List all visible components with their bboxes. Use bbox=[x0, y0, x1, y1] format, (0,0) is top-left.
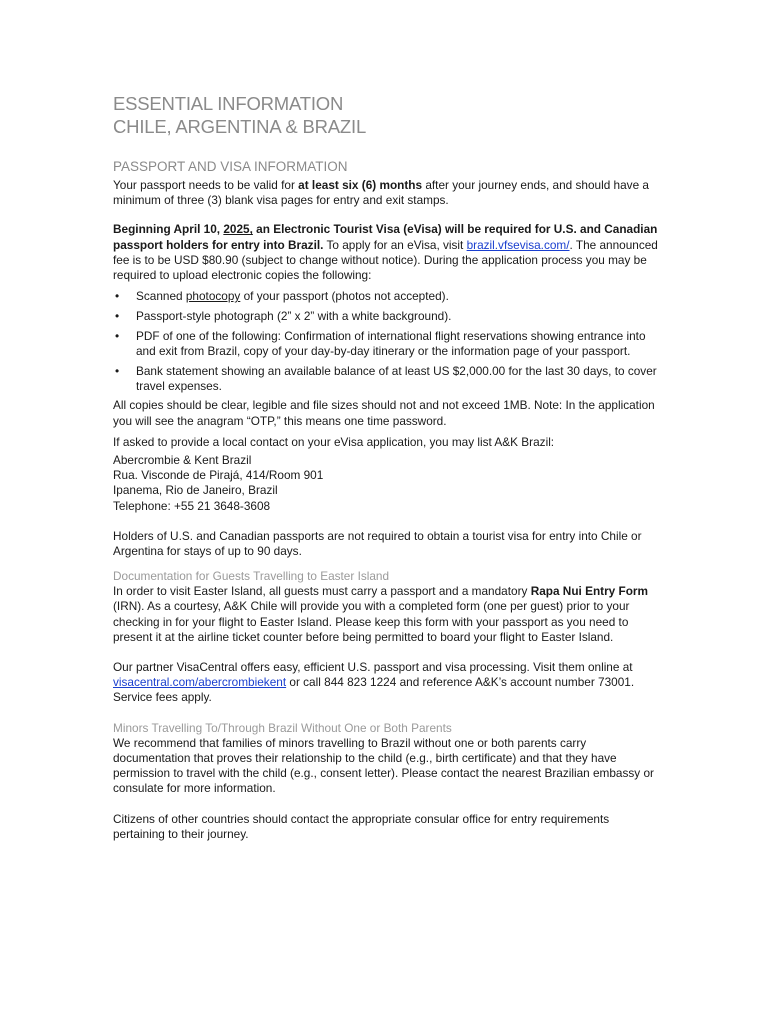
document-title bbox=[113, 92, 658, 138]
evisa-text-2: . The announced fee is to be USD $80.90 (subject to change without notice). During the application process you may be required to upload electronic copies the following: bbox=[113, 237, 658, 283]
easter-text-post: (IRN). As a courtesy, A&K Chile will provide you with a completed form (one per guest) prior to your checking in for your flight to Easter Island. Please keep this form with your passport as you need to present it at the airline ticket counter before being permitted to board your flight to Easter Island. bbox=[113, 599, 630, 644]
minors-paragraph: We recommend that families of minors travelling to Brazil without one or both parents carry documentation that proves their relationship to the child (e.g., birth certificate) and that they have permission to travel with the child (e.g., consent letter). Please contact the nearest Brazilian embassy or consulate for more information. bbox=[113, 735, 654, 796]
visacentral-text-pre: Our partner VisaCentral offers easy, efficient U.S. passport and visa processing. Visit them online at bbox=[113, 660, 633, 675]
other-citizens-paragraph: Citizens of other countries should contact the appropriate consular office for entry requirements pertaining to their journey. bbox=[113, 811, 610, 841]
easter-text-pre: In order to visit Easter Island, all guests must carry a passport and a mandatory bbox=[113, 584, 531, 599]
minors-heading: Minors Travelling To/Through Brazil Without One or Both Parents bbox=[113, 720, 452, 735]
evisa-link[interactable]: brazil.vfsevisa.com/ bbox=[466, 237, 570, 252]
address-line: Rua. Visconde de Pirajá, 414/Room 901 bbox=[113, 468, 324, 483]
bullet-icon: • bbox=[115, 308, 120, 323]
list-item-underlined: photocopy bbox=[185, 289, 241, 304]
copies-note: All copies should be clear, legible and file sizes should not and not exceed 1MB. Note: In the application you will see the anagram “OTP,” this means one time password. bbox=[113, 398, 655, 428]
list-item bbox=[113, 309, 658, 324]
evisa-paragraph bbox=[113, 222, 658, 283]
evisa-bold-pre: Beginning April 10, bbox=[113, 222, 224, 237]
title-line-2: CHILE, ARGENTINA & BRAZIL bbox=[113, 116, 367, 137]
evisa-requirements-list bbox=[113, 289, 658, 394]
easter-text-bold: Rapa Nui Entry Form bbox=[530, 584, 649, 599]
passport-visa-heading: PASSPORT AND VISA INFORMATION bbox=[113, 159, 348, 174]
list-item-text-post: of your passport (photos not accepted). bbox=[240, 289, 449, 304]
document-page bbox=[113, 92, 658, 842]
visacentral-link[interactable]: visacentral.com/abercrombiekent bbox=[113, 675, 287, 690]
evisa-text-1: To apply for an eVisa, visit bbox=[323, 237, 467, 252]
list-item-text: Passport-style photograph (2” x 2” with a white background). bbox=[136, 308, 452, 323]
bullet-icon: • bbox=[115, 328, 120, 343]
no-visa-note: Holders of U.S. and Canadian passports are not required to obtain a tourist visa for entry into Chile or Argentina for stays of up to 90 days. bbox=[113, 528, 642, 559]
validity-text-post: after your journey ends, and should have a minimum of three (3) blank visa pages for entry and exit stamps. bbox=[113, 178, 649, 208]
address-line: Telephone: +55 21 3648-3608 bbox=[113, 498, 271, 513]
bullet-icon: • bbox=[115, 363, 120, 378]
list-item bbox=[113, 289, 658, 304]
ak-brazil-address bbox=[113, 453, 658, 514]
list-item-text: Scanned bbox=[136, 289, 186, 304]
easter-island-heading: Documentation for Guests Travelling to Easter Island bbox=[113, 569, 390, 584]
list-item bbox=[113, 329, 658, 359]
list-item-text: PDF of one of the following: Confirmation of international flight reservations showing entrance into and exit from Brazil, copy of your day-by-day itinerary or the information page of your passport. bbox=[136, 328, 646, 358]
list-item-text: Bank statement showing an available balance of at least US $2,000.00 for the last 30 days, to cover travel expenses. bbox=[136, 363, 657, 393]
visacentral-text-post: or call 844 823 1224 and reference A&K’s account number 73001. Service fees apply. bbox=[113, 675, 635, 705]
list-item bbox=[113, 364, 658, 394]
address-line: Ipanema, Rio de Janeiro, Brazil bbox=[113, 483, 278, 498]
passport-validity-paragraph bbox=[113, 178, 658, 208]
address-line: Abercrombie & Kent Brazil bbox=[113, 453, 252, 468]
visacentral-paragraph bbox=[113, 660, 658, 706]
local-contact-intro: If asked to provide a local contact on your eVisa application, you may list A&K Brazil: bbox=[113, 434, 555, 449]
title-line-1: ESSENTIAL INFORMATION bbox=[113, 93, 344, 114]
evisa-bold-post: an Electronic Tourist Visa (eVisa) will be required for U.S. and Canadian passport holders for entry into Brazil. bbox=[113, 222, 658, 252]
evisa-bold-year: 2025, bbox=[223, 222, 253, 237]
validity-text-pre: Your passport needs to be valid for bbox=[113, 178, 299, 192]
bullet-icon: • bbox=[115, 289, 120, 304]
validity-text-bold: at least six (6) months bbox=[298, 178, 423, 192]
easter-island-paragraph bbox=[113, 584, 658, 645]
